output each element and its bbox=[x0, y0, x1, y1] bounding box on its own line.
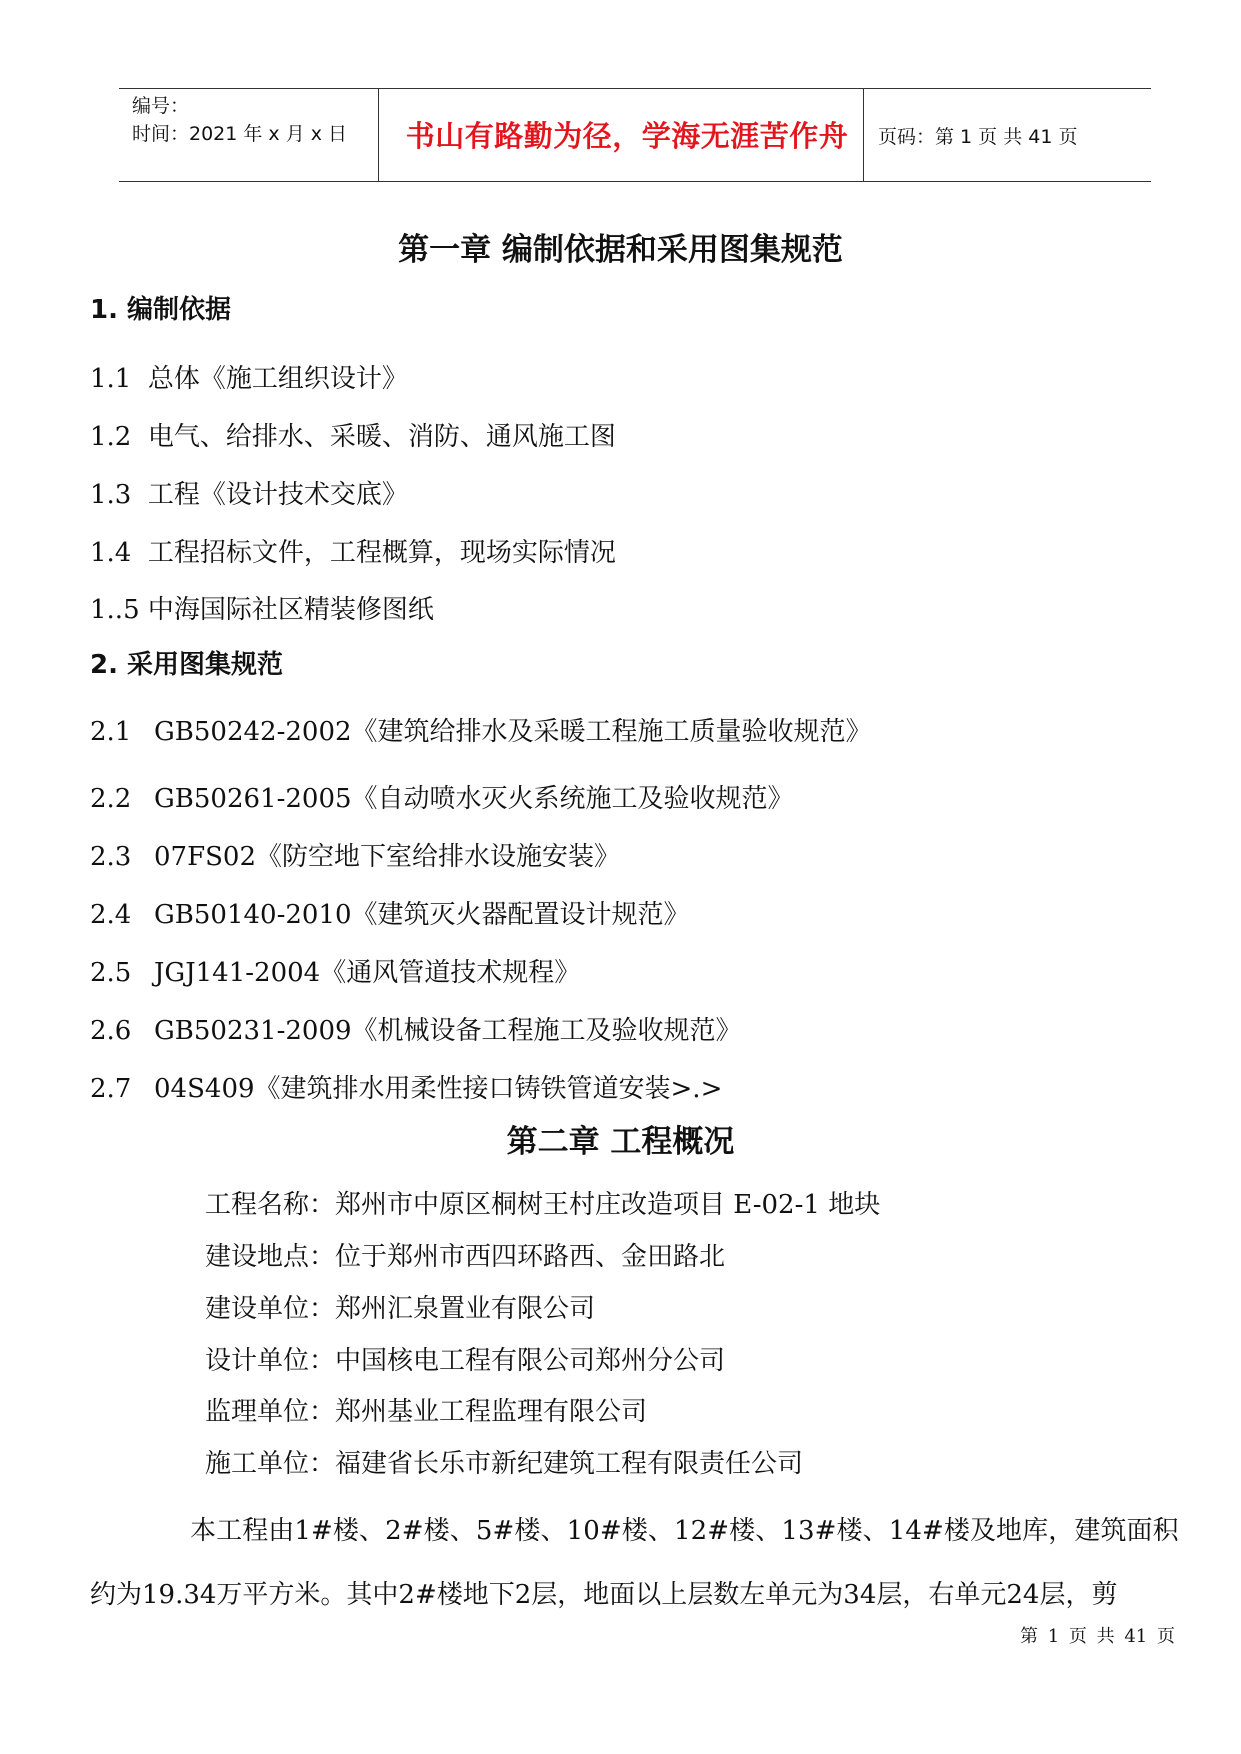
project-info-line: 工程名称：郑州市中原区桐树王村庄改造项目 E-02-1 地块 bbox=[205, 1190, 881, 1220]
standard-item: 2.4 GB50140-2010《建筑灭火器配置设计规范》 bbox=[90, 900, 690, 930]
basis-item: 1.2 电气、给排水、采暖、消防、通风施工图 bbox=[90, 422, 616, 452]
project-info-line: 建设单位：郑州汇泉置业有限公司 bbox=[205, 1294, 596, 1324]
standard-item: 2.2 GB50261-2005《自动喷水灭火系统施工及验收规范》 bbox=[90, 784, 794, 814]
standard-item: 2.7 04S409《建筑排水用柔性接口铸铁管道安装>.> bbox=[90, 1074, 723, 1104]
overview-paragraph-line-2: 约为19.34万平方米。其中2#楼地下2层，地面以上层数左单元为34层，右单元24层，剪 bbox=[90, 1580, 1118, 1610]
header-bottom-rule bbox=[119, 181, 1151, 182]
header-divider-left bbox=[378, 88, 379, 182]
section-2-title: 2. 采用图集规范 bbox=[90, 650, 284, 680]
section-1-title: 1. 编制依据 bbox=[90, 295, 232, 325]
basis-item: 1.3 工程《设计技术交底》 bbox=[90, 480, 408, 510]
project-info-line: 监理单位：郑州基业工程监理有限公司 bbox=[205, 1397, 648, 1427]
header-number: 编号： bbox=[132, 95, 190, 117]
header-top-rule bbox=[119, 88, 1151, 89]
basis-item: 1.1 总体《施工组织设计》 bbox=[90, 364, 408, 394]
project-info-line: 设计单位：中国核电工程有限公司郑州分公司 bbox=[205, 1346, 726, 1376]
overview-paragraph-line-1: 本工程由1#楼、2#楼、5#楼、10#楼、12#楼、13#楼、14#楼及地库，建筑面积 bbox=[190, 1516, 1179, 1546]
header-motto: 书山有路勤为径，学海无涯苦作舟 bbox=[405, 119, 849, 153]
standard-item: 2.3 07FS02《防空地下室给排水设施安装》 bbox=[90, 842, 621, 872]
basis-item: 1.4 工程招标文件，工程概算，现场实际情况 bbox=[90, 538, 616, 568]
chapter-1-title: 第一章 编制依据和采用图集规范 bbox=[398, 232, 843, 268]
basis-item: 1..5 中海国际社区精装修图纸 bbox=[90, 595, 434, 625]
standard-item: 2.5 JGJ141-2004《通风管道技术规程》 bbox=[90, 958, 581, 988]
project-info-line: 施工单位：福建省长乐市新纪建筑工程有限责任公司 bbox=[205, 1449, 804, 1479]
header-meta bbox=[132, 92, 347, 148]
chapter-2-title: 第二章 工程概况 bbox=[506, 1124, 735, 1160]
header-page-number: 页码：第 1 页 共 41 页 bbox=[878, 126, 1078, 148]
standard-item: 2.6 GB50231-2009《机械设备工程施工及验收规范》 bbox=[90, 1016, 742, 1046]
page-footer: 第 1 页 共 41 页 bbox=[1020, 1626, 1175, 1647]
standard-item: 2.1 GB50242-2002《建筑给排水及采暖工程施工质量验收规范》 bbox=[90, 717, 872, 747]
project-info-line: 建设地点：位于郑州市西四环路西、金田路北 bbox=[205, 1242, 726, 1272]
header-time: 时间：2021 年 x 月 x 日 bbox=[132, 123, 348, 145]
